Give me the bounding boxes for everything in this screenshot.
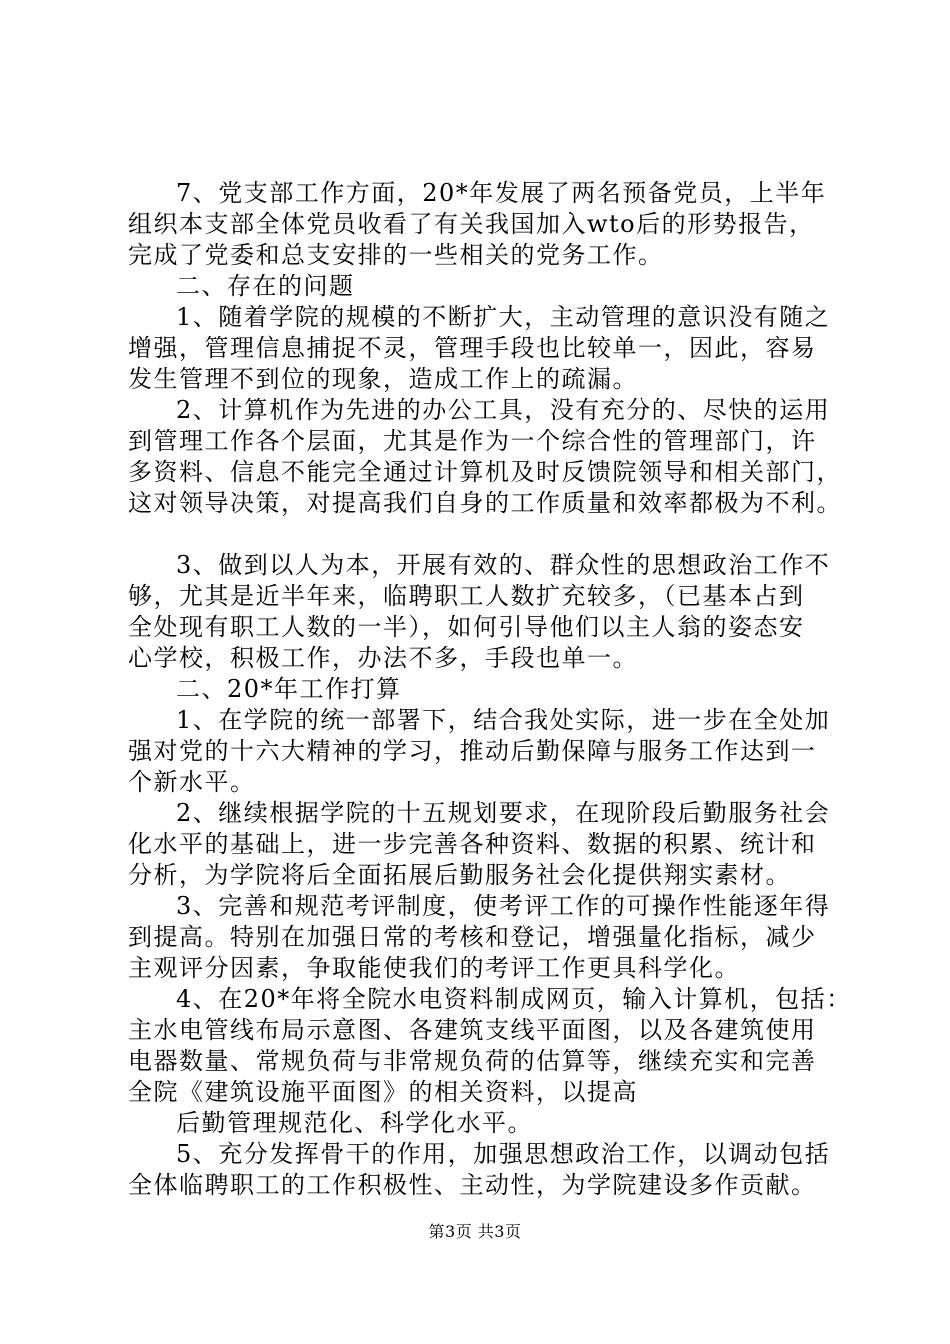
paragraph-line: 个新水平。 xyxy=(128,768,256,796)
paragraph-line: 2、计算机作为先进的办公工具，没有充分的、尽快的运用 xyxy=(176,396,831,424)
section-heading: 二、20*年工作打算 xyxy=(176,675,402,703)
paragraph-line: 全体临聘职工的工作积极性、主动性，为学院建设多作贡献。 xyxy=(128,1171,817,1199)
paragraph-line: 后勤管理规范化、科学化水平。 xyxy=(176,1109,533,1137)
paragraph-line: 强对党的十六大精神的学习，推动后勤保障与服务工作达到一 xyxy=(128,737,817,765)
paragraph-line: 5、充分发挥骨干的作用，加强思想政治工作，以调动包括 xyxy=(176,1140,831,1168)
paragraph-line: 心学校，积极工作，办法不多，手段也单一。 xyxy=(128,644,638,672)
paragraph-line: 主水电管线布局示意图、各建筑支线平面图，以及各建筑使用 xyxy=(128,1016,817,1044)
paragraph-line: 主观评分因素，争取能使我们的考评工作更具科学化。 xyxy=(128,954,740,982)
paragraph-line: 这对领导决策，对提高我们自身的工作质量和效率都极为不利。 xyxy=(128,489,842,517)
document-body xyxy=(128,178,850,1201)
paragraph-line: 全处现有职工人数的一半），如何引导他们以主人翁的姿态安 xyxy=(128,613,805,641)
paragraph-line: 到管理工作各个层面，尤其是作为一个综合性的管理部门，许 xyxy=(128,427,817,455)
paragraph-gap xyxy=(128,519,850,550)
paragraph-line: 够，尤其是近半年来，临聘职工人数扩充较多，（已基本占到 xyxy=(128,582,805,610)
section-heading: 二、存在的问题 xyxy=(176,272,355,300)
paragraph-line: 7、党支部工作方面，20*年发展了两名预备党员，上半年 xyxy=(176,179,827,207)
paragraph-line: 到提高。特别在加强日常的考核和登记，增强量化指标，减少 xyxy=(128,923,817,951)
paragraph-line: 增强，管理信息捕捉不灵，管理手段也比较单一，因此，容易 xyxy=(128,334,817,362)
paragraph-line: 发生管理不到位的现象，造成工作上的疏漏。 xyxy=(128,365,638,393)
paragraph-line: 分析，为学院将后全面拓展后勤服务社会化提供翔实素材。 xyxy=(128,861,791,889)
paragraph-line: 3、做到以人为本，开展有效的、群众性的思想政治工作不 xyxy=(176,551,831,579)
paragraph-line: 化水平的基础上，进一步完善各种资料、数据的积累、统计和 xyxy=(128,830,817,858)
paragraph-line: 4、在20*年将全院水电资料制成网页，输入计算机，包括： xyxy=(176,985,852,1013)
paragraph-line: 1、在学院的统一部署下，结合我处实际，进一步在全处加 xyxy=(176,706,831,734)
paragraph-line: 多资料、信息不能完全通过计算机及时反馈院领导和相关部门， xyxy=(128,458,842,486)
paragraph-line: 3、完善和规范考评制度，使考评工作的可操作性能逐年得 xyxy=(176,892,831,920)
paragraph-line: 电器数量、常规负荷与非常规负荷的估算等，继续充实和完善 xyxy=(128,1047,817,1075)
paragraph-line: 全院《建筑设施平面图》的相关资料，以提高 xyxy=(128,1078,638,1106)
paragraph-line: 1、随着学院的规模的不断扩大，主动管理的意识没有随之 xyxy=(176,303,831,331)
paragraph-line: 组织本支部全体党员收看了有关我国加入wto后的形势报告， xyxy=(128,210,815,238)
paragraph-line: 2、继续根据学院的十五规划要求，在现阶段后勤服务社会 xyxy=(176,799,831,827)
page-number-footer: 第3页 共3页 xyxy=(428,1222,522,1241)
paragraph-line: 完成了党委和总支安排的一些相关的党务工作。 xyxy=(128,241,664,269)
